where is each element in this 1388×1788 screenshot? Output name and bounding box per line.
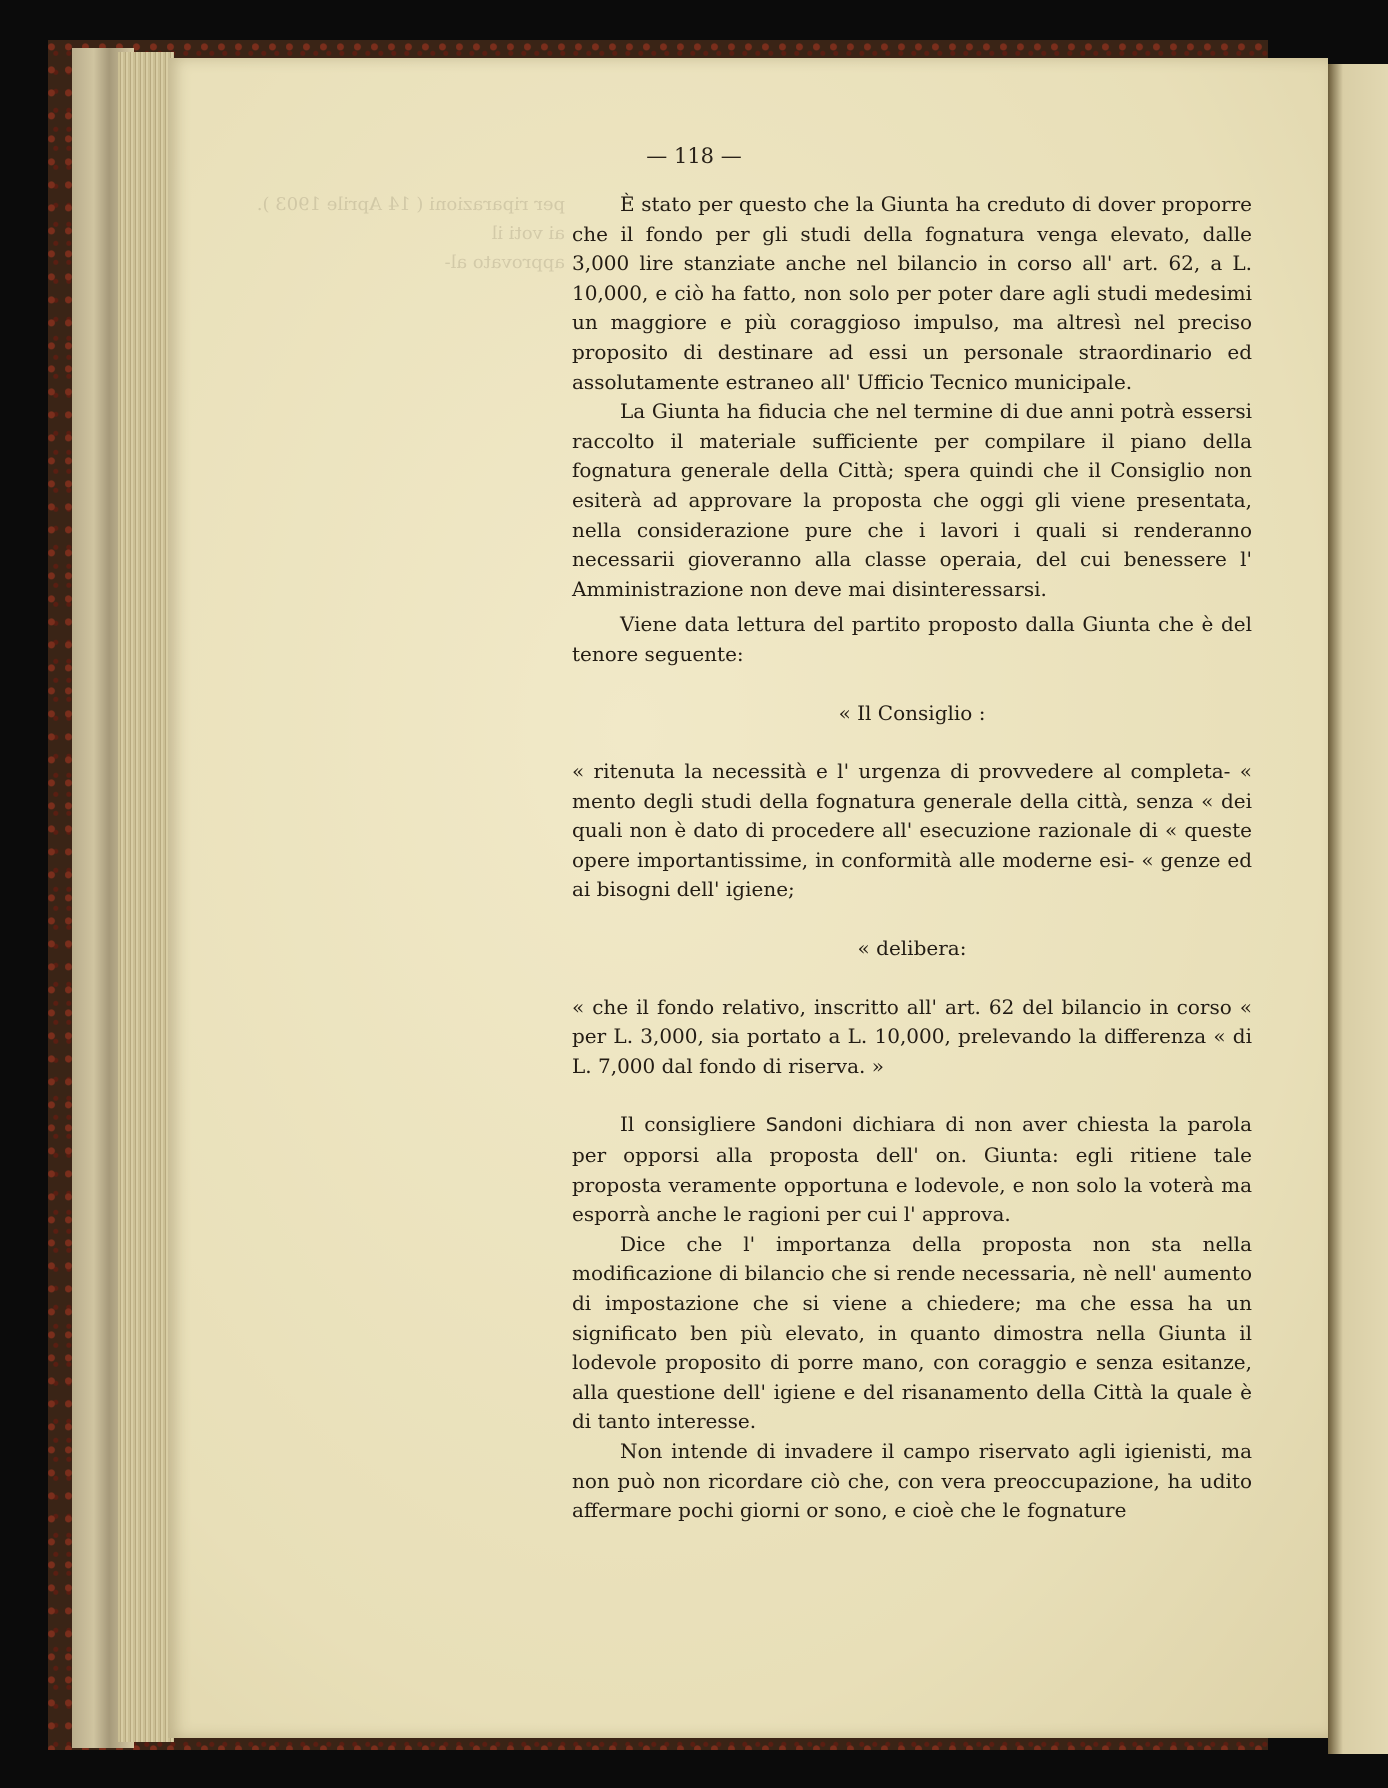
resolution-fondo: « che il fondo relativo, inscritto all' art. 62 del bilancio in corso « per L. 3,000, sia portato a L. 10,000, prelevando la differenza « di L. 7,000 dal fondo di riserva. »	[572, 994, 1252, 1078]
bleed-through-text: per riparazioni ( 14 Aprile 1903 ). ai voti il approvato al-	[256, 194, 565, 273]
page-stack-edge	[118, 52, 174, 1742]
page-number: — 118 —	[646, 144, 742, 168]
paragraph-1: È stato per questo che la Giunta ha creduto di dover proporre che il fondo per gli studi della fognatura venga elevato, dalle 3,000 lire stanziate anche nel bilancio in corso all' art. 62, a L. 10,000, e ciò ha fatto, non solo per poter dare agli studi medesimi un maggiore e più coraggioso impulso, ma altresì nel preciso proposito di destinare ad essi un personale straordinario ed assolutamente estraneo all' Ufficio Tecnico municipale.	[572, 192, 1252, 394]
resolution-heading-consiglio: « Il Consiglio :	[838, 700, 986, 725]
paragraph-4-rest: dichiara di non aver chiesta la parola per opporsi alla proposta dell' on. Giunta: egli ritiene tale proposta veramente opportuna e lodevole, e non solo la voterà ma esporrà anche le ragioni per cui l' approva.	[572, 1112, 1253, 1227]
paragraph-4-lead: Il consigliere	[620, 1112, 766, 1137]
page-body	[572, 190, 1252, 1526]
paragraph-2: La Giunta ha fiducia che nel termine di due anni potrà essersi raccolto il materiale sufficiente per compilare il piano della fognatura generale della Città; spera quindi che il Consiglio non esiterà ad approvare la proposta che oggi gli viene presentata, nella considerazione pure che i lavori i quali si renderanno necessarii gioveranno alla classe operaia, del cui benessere l' Amministrazione non deve mai disinteressarsi.	[572, 399, 1252, 601]
paragraph-5: Dice che l' importanza della proposta non sta nella modificazione di bilancio che si rende necessaria, nè nell' aumento di impostazione che si viene a chiedere; ma che essa ha un significato ben più elevato, in quanto dimostra nella Giunta il lodevole proposito di porre mano, con coraggio e senza esitanze, alla questione dell' igiene e del risanamento della Città la quale è di tanto interesse.	[572, 1231, 1252, 1434]
resolution-heading-delibera: « delibera:	[857, 936, 967, 961]
page-header	[0, 144, 1388, 168]
paragraph-4	[572, 1110, 1252, 1229]
facing-page-edge	[1328, 64, 1388, 1754]
paragraph-3: Viene data lettura del partito proposto dalla Giunta che è del tenore seguente:	[572, 612, 1252, 666]
speaker-name: Sandoni	[765, 1114, 843, 1137]
resolution-ritenuta: « ritenuta la necessità e l' urgenza di provvedere al completa- « mento degli studi della fognatura generale della città, senza « dei quali non è dato di procedere all' esecuzione razionale di « queste opere importantissime, in conformità alle moderne esi- « genze ed ai bisogni dell' igiene;	[572, 759, 1252, 902]
paragraph-6: Non intende di invadere il campo riservato agli igienisti, ma non può non ricordare ciò che, con vera preoccupazione, ha udito affermare pochi giorni or sono, e cioè che le fognature	[572, 1438, 1252, 1523]
